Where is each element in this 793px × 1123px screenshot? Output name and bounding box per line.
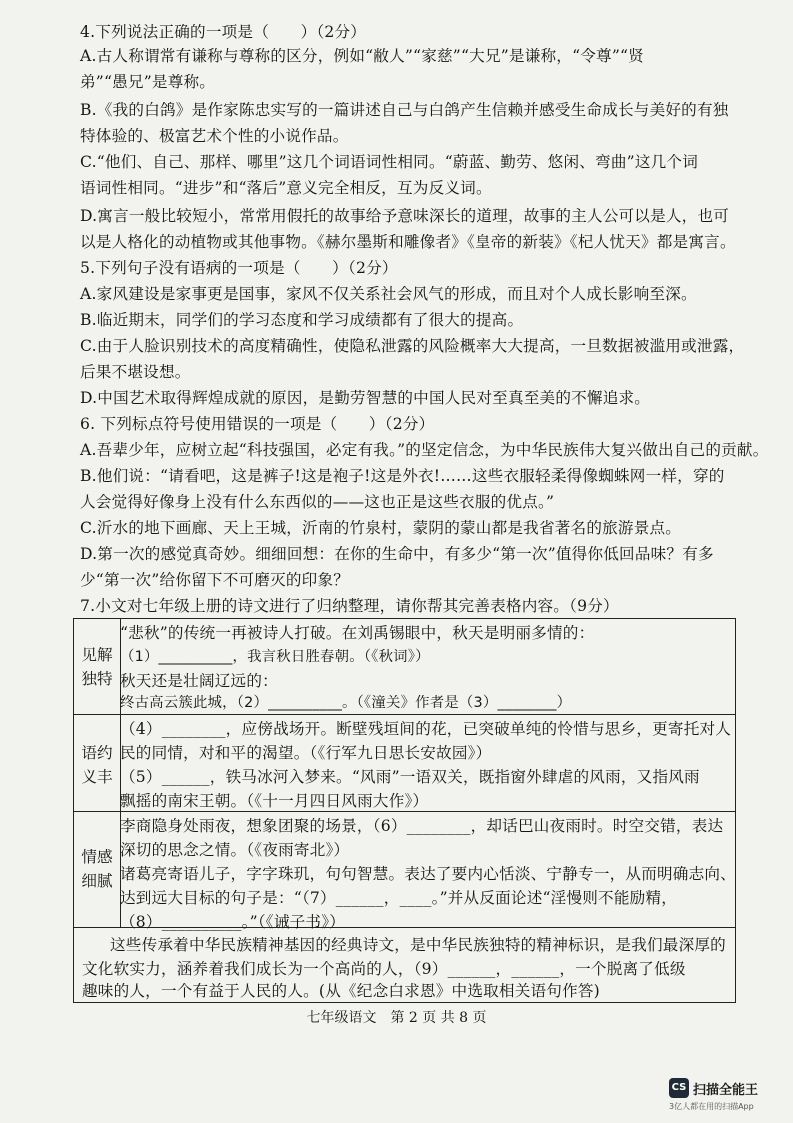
- row2-text-2: 民的同情，对和平的渴望。（《行军九日思长安故园》）: [120, 744, 492, 762]
- bottom-text-3: 趣味的人，一个有益于人民的人。(从《纪念白求恩》中选取相关语句作答): [82, 982, 600, 1000]
- page-footer: 七年级语文 第 2 页 共 8 页: [306, 1010, 487, 1026]
- q4-option-a-line1: A.古人称谓常有谦称与尊称的区分，例如“敝人”“家慈”“大兄”是谦称，“令尊”“贤: [80, 47, 644, 65]
- row3-text-2: 深切的思念之情。（《夜雨寄北》）: [120, 841, 350, 859]
- camscanner-logo-icon: CS: [669, 1078, 689, 1098]
- q6-option-a: A.吾辈少年，应树立起“科技强国，必定有我。”的坚定信念，为中华民族伟大复兴做出自己的贡献。: [80, 441, 769, 459]
- q4-stem: 4.下列说法正确的一项是（ ）（2分）: [80, 23, 367, 41]
- q5-option-d: D.中国艺术取得辉煌成就的原因，是勤劳智慧的中国人民对至真至美的不懈追求。: [80, 389, 651, 407]
- table-row-divider-2: [74, 811, 735, 812]
- q6-stem: 6. 下列标点符号使用错误的一项是（ ）（2分）: [80, 415, 435, 433]
- q4-option-c-line2: 语词性相同。“进步”和“落后”意义完全相反，互为反义词。: [80, 179, 492, 197]
- q5-option-a: A.家风建设是家事更是国事，家风不仅关系社会风气的形成，而且对个人成长影响至深。: [80, 285, 697, 303]
- watermark-tagline: 3亿人都在用的扫描App: [669, 1102, 754, 1111]
- q4-option-d-line1: D.寓言一般比较短小，常常用假托的故事给予意味深长的道理，故事的主人公可以是人，也可: [80, 207, 730, 225]
- row2-text-3: （5）______，铁马冰河入梦来。“风雨”一语双关，既指窗外肆虐的风雨，又指风雨: [120, 768, 700, 786]
- q4-option-a-line2: 弟”“愚兄”是尊称。: [80, 73, 216, 91]
- row3-text-5: （8）__________。”（《诫子书》）: [120, 913, 345, 931]
- row1-text-4: 终古高云簇此城，（2）__________。（《潼关》作者是（3）________）: [120, 695, 572, 711]
- q4-option-d-line2: 以是人格化的动植物或其他事物。《赫尔墨斯和雕像者》《皇帝的新装》《杞人忧天》都是寓言。: [80, 233, 736, 251]
- q6-option-b-line2: 人会觉得好像身上没有什么东西似的——这也正是这些衣服的优点。”: [80, 493, 555, 511]
- q5-option-b: B.临近期末，同学们的学习态度和学习成绩都有了很大的提高。: [80, 311, 524, 329]
- watermark-app-name: 扫描全能王: [693, 1083, 759, 1098]
- bottom-text-2: 文化软实力，涵养着我们成长为一个高尚的人，（9）______，______，一个脱离了低级: [82, 960, 686, 978]
- row3-text-3: 诸葛亮寄语儿子，字字珠玑，句句智慧。表达了要内心恬淡、宁静专一，从而明确志向、: [120, 865, 736, 883]
- row1-text-3: 秋天还是壮阔辽远的：: [120, 672, 278, 690]
- bottom-text-1: 这些传承着中华民族精神基因的经典诗文，是中华民族独特的精神标识，是我们最深厚的: [110, 936, 726, 954]
- q6-option-b-line1: B.他们说：“请看吧，这是裤子!这是袍子!这是外衣!……这些衣服轻柔得像蜘蛛网一样，穿的: [80, 467, 725, 485]
- row-label-insight: 见解独特: [81, 646, 113, 688]
- table-row-divider-1: [74, 714, 735, 715]
- q5-stem: 5.下列句子没有语病的一项是（ ）（2分）: [80, 259, 398, 277]
- q7-stem: 7.小文对七年级上册的诗文进行了归纳整理，请你帮其完善表格内容。（9分）: [80, 597, 619, 615]
- row-label-emotion: 情感细腻: [81, 848, 113, 890]
- row3-text-4: 达到远大目标的句子是：“（7）______，____。”并从反面论述“淫慢则不能励精，: [120, 889, 678, 907]
- row2-text-4: 飘摇的南宋王朝。（《十一月四日风雨大作》）: [120, 792, 429, 810]
- q4-option-c-line1: C.“他们、自己、那样、哪里”这几个词语词性相同。“蔚蓝、勤劳、悠闲、弯曲”这几个词: [80, 153, 698, 171]
- q6-option-d-line1: D.第一次的感觉真奇妙。细细回想：在你的生命中，有多少“第一次”值得你低回品味？有多: [80, 545, 714, 563]
- row3-text-1: 李商隐身处雨夜，想象团聚的场景，（6）________，却话巴山夜雨时。时空交错，表达: [120, 817, 724, 835]
- row-label-concise: 语约义丰: [81, 744, 113, 786]
- row1-text-1: “悲秋”的传统一再被诗人打破。在刘禹锡眼中，秋天是明丽多情的：: [120, 624, 595, 642]
- row1-text-2: （1）__________，我言秋日胜春朝。（《秋词》）: [120, 649, 430, 665]
- q5-option-c-line2: 后果不堪设想。: [80, 363, 191, 381]
- q4-option-b-line2: 特体验的、极富艺术个性的小说作品。: [80, 127, 349, 145]
- scanner-watermark: [669, 1078, 779, 1114]
- q6-option-c: C.沂水的地下画廊、天上王城，沂南的竹泉村，蒙阴的蒙山都是我省著名的旅游景点。: [80, 519, 682, 537]
- row2-text-1: （4）________，应傍战场开。断壁残垣间的花，已突破单纯的怜惜与思乡，更寄托对人: [120, 720, 732, 738]
- q5-option-c-line1: C.由于人脸识别技术的高度精确性，使隐私泄露的风险概率大大提高，一旦数据被滥用或泄露，: [80, 337, 745, 355]
- q6-option-d-line2: 少“第一次”给你留下不可磨灭的印象？: [80, 571, 350, 589]
- q4-option-b-line1: B.《我的白鸽》是作家陈忠实写的一篇讲述自己与白鸽产生信赖并感受生命成长与美好的有独: [80, 101, 729, 119]
